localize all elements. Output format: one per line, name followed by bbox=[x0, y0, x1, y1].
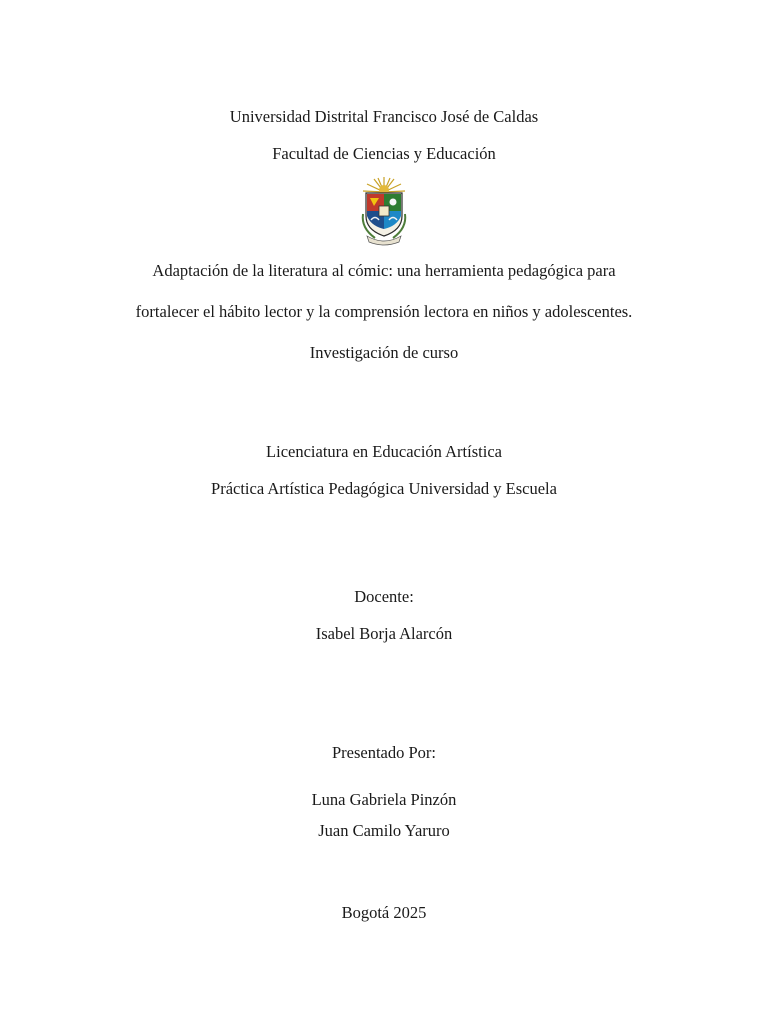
program-name: Licenciatura en Educación Artística bbox=[266, 442, 502, 461]
university-crest-icon bbox=[357, 176, 411, 246]
title-line-2: fortalecer el hábito lector y la comprensión lectora en niños y adolescentes. bbox=[135, 302, 633, 321]
work-type: Investigación de curso bbox=[309, 343, 459, 362]
teacher-label: Docente: bbox=[354, 587, 414, 606]
place-year: Bogotá 2025 bbox=[341, 903, 427, 922]
presented-by-label: Presentado Por: bbox=[331, 743, 437, 762]
teacher-name: Isabel Borja Alarcón bbox=[315, 624, 453, 643]
course-name: Práctica Artística Pedagógica Universidad y Escuela bbox=[211, 479, 557, 498]
title-line-1: Adaptación de la literatura al cómic: una herramienta pedagógica para bbox=[152, 261, 616, 280]
university-name: Universidad Distrital Francisco José de Caldas bbox=[229, 107, 539, 126]
author-name: Juan Camilo Yaruro bbox=[318, 821, 450, 840]
author-name: Luna Gabriela Pinzón bbox=[311, 790, 457, 809]
faculty-name: Facultad de Ciencias y Educación bbox=[272, 144, 496, 163]
